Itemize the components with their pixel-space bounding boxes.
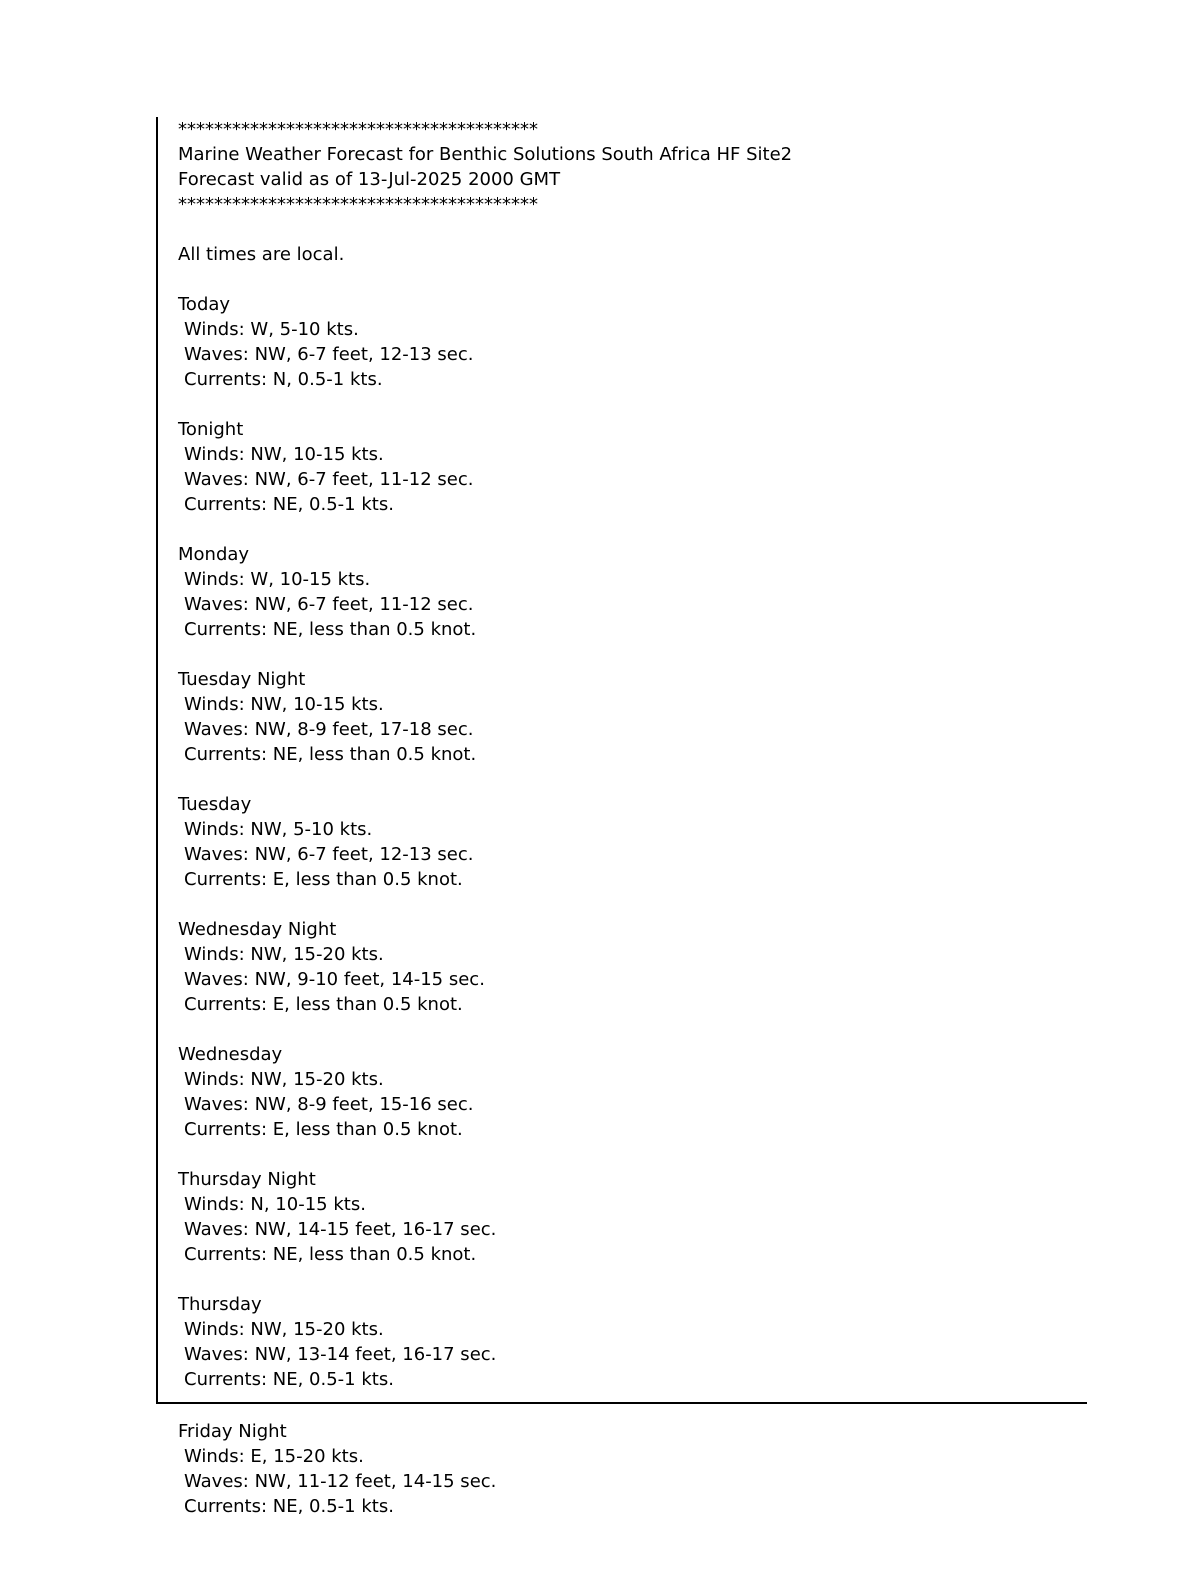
period-currents: Currents: NE, 0.5-1 kts. bbox=[184, 1496, 394, 1517]
period-winds: Winds: NW, 10-15 kts. bbox=[184, 444, 384, 465]
forecast-period-monday bbox=[178, 542, 1087, 642]
period-label: Tonight bbox=[178, 419, 244, 440]
forecast-period-tonight bbox=[178, 417, 1087, 517]
spacer bbox=[178, 217, 1087, 242]
period-waves: Waves: NW, 6-7 feet, 12-13 sec. bbox=[184, 344, 474, 365]
forecast-period-today bbox=[178, 292, 1087, 392]
period-winds: Winds: W, 10-15 kts. bbox=[184, 569, 371, 590]
period-winds: Winds: NW, 10-15 kts. bbox=[184, 694, 384, 715]
forecast-period-thursday-night bbox=[178, 1167, 1087, 1267]
period-label: Tuesday Night bbox=[178, 669, 306, 690]
local-time-note: All times are local. bbox=[178, 244, 345, 265]
period-currents: Currents: NE, 0.5-1 kts. bbox=[184, 494, 394, 515]
forecast-period-wednesday bbox=[178, 1042, 1087, 1142]
period-winds: Winds: NW, 15-20 kts. bbox=[184, 1069, 384, 1090]
period-label: Thursday Night bbox=[178, 1169, 316, 1190]
period-label: Wednesday bbox=[178, 1044, 283, 1065]
period-label: Friday Night bbox=[178, 1421, 287, 1442]
divider-top: **************************************** bbox=[178, 119, 538, 140]
period-label: Monday bbox=[178, 544, 250, 565]
period-waves: Waves: NW, 8-9 feet, 17-18 sec. bbox=[184, 719, 474, 740]
forecast-header bbox=[178, 117, 1087, 217]
period-waves: Waves: NW, 11-12 feet, 14-15 sec. bbox=[184, 1471, 497, 1492]
period-currents: Currents: NE, less than 0.5 knot. bbox=[184, 1244, 477, 1265]
forecast-continuation bbox=[178, 1419, 496, 1519]
period-waves: Waves: NW, 13-14 feet, 16-17 sec. bbox=[184, 1344, 497, 1365]
period-currents: Currents: E, less than 0.5 knot. bbox=[184, 869, 463, 890]
period-currents: Currents: E, less than 0.5 knot. bbox=[184, 994, 463, 1015]
period-waves: Waves: NW, 6-7 feet, 12-13 sec. bbox=[184, 844, 474, 865]
forecast-text-box bbox=[156, 117, 1087, 1404]
forecast-period-tuesday bbox=[178, 792, 1087, 892]
period-waves: Waves: NW, 6-7 feet, 11-12 sec. bbox=[184, 469, 474, 490]
forecast-title: Marine Weather Forecast for Benthic Solutions South Africa HF Site2 bbox=[178, 144, 793, 165]
period-winds: Winds: W, 5-10 kts. bbox=[184, 319, 359, 340]
forecast-period-tuesday-night bbox=[178, 667, 1087, 767]
period-waves: Waves: NW, 9-10 feet, 14-15 sec. bbox=[184, 969, 485, 990]
period-winds: Winds: N, 10-15 kts. bbox=[184, 1194, 366, 1215]
period-winds: Winds: NW, 5-10 kts. bbox=[184, 819, 373, 840]
period-waves: Waves: NW, 6-7 feet, 11-12 sec. bbox=[184, 594, 474, 615]
period-currents: Currents: NE, less than 0.5 knot. bbox=[184, 619, 477, 640]
period-currents: Currents: NE, less than 0.5 knot. bbox=[184, 744, 477, 765]
period-label: Tuesday bbox=[178, 794, 252, 815]
period-label: Thursday bbox=[178, 1294, 262, 1315]
forecast-validity: Forecast valid as of 13-Jul-2025 2000 GMT bbox=[178, 169, 561, 190]
period-waves: Waves: NW, 8-9 feet, 15-16 sec. bbox=[184, 1094, 474, 1115]
forecast-period-friday-night bbox=[178, 1419, 496, 1519]
period-winds: Winds: E, 15-20 kts. bbox=[184, 1446, 364, 1467]
period-currents: Currents: E, less than 0.5 knot. bbox=[184, 1119, 463, 1140]
period-currents: Currents: NE, 0.5-1 kts. bbox=[184, 1369, 394, 1390]
divider-bottom: **************************************** bbox=[178, 194, 538, 215]
forecast-period-wednesday-night bbox=[178, 917, 1087, 1017]
period-label: Today bbox=[178, 294, 231, 315]
period-winds: Winds: NW, 15-20 kts. bbox=[184, 1319, 384, 1340]
period-winds: Winds: NW, 15-20 kts. bbox=[184, 944, 384, 965]
period-currents: Currents: N, 0.5-1 kts. bbox=[184, 369, 383, 390]
period-label: Wednesday Night bbox=[178, 919, 337, 940]
forecast-period-thursday bbox=[178, 1292, 1087, 1392]
period-waves: Waves: NW, 14-15 feet, 16-17 sec. bbox=[184, 1219, 497, 1240]
